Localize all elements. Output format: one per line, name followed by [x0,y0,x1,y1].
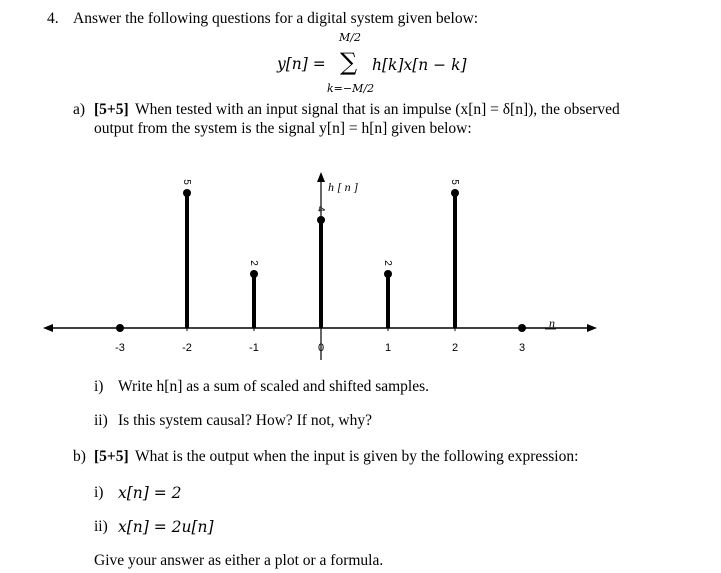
y-axis-title: h [ n ] [328,180,359,194]
stem-marker [183,189,191,197]
stem-marker [250,270,258,278]
x-axis-right-arrow [587,324,597,332]
x-tick-label: 1 [384,342,392,354]
question-intro: Answer the following questions for a digital system given below: [73,10,479,27]
equation-lhs: y[n] = [277,55,326,73]
x-tick-label: 2 [451,342,459,354]
y-axis-arrow [317,172,325,182]
sum-symbol: ∑ [340,48,358,76]
part-a-line2: output from the system is the signal y[n] = h[n] given below: [94,120,472,137]
part-a-sub-i-text: Write h[n] as a sum of scaled and shifted samples. [118,378,430,395]
stem-marker [116,324,124,332]
x-tick-label: -1 [249,342,259,354]
part-b-label: b) [73,448,86,465]
stem-marker [451,189,459,197]
stem-value-label: 5 [181,179,192,185]
stem-value-label: 5 [449,179,460,185]
question-number: 4. [47,10,59,27]
part-a-sub-ii-text: Is this system causal? How? If not, why? [118,412,372,429]
part-a-line1: When tested with an input signal that is an impulse (x[n] = δ[n]), the observed [135,101,620,118]
x-tick-label: 3 [518,342,526,354]
part-b-text: What is the output when the input is given by the following expression: [135,448,579,465]
stem-marker [317,216,325,224]
part-b-sub-i-label: i) [94,484,104,501]
part-b-points: [5+5] [94,448,129,465]
sum-lower-limit: k=−M/2 [327,82,375,95]
stem-value-label: 4 [315,206,326,212]
part-a-sub-i-label: i) [94,378,104,395]
part-a-label: a) [73,101,86,118]
x-axis-title: n [549,316,555,330]
stem-marker [384,270,392,278]
part-a-points: [5+5] [94,101,129,118]
stem-value-label: 2 [248,260,259,266]
equation-body: h[k]x[n − k] [372,56,467,74]
part-a-sub-ii-label: ii) [94,412,108,429]
part-b-sub-ii-text: x[n] = 2u[n] [118,518,214,536]
x-axis-left-arrow [43,324,53,332]
x-tick-label: -3 [115,342,125,354]
stem-marker [518,324,526,332]
sum-upper-limit: M/2 [339,31,361,44]
part-b-closing: Give your answer as either a plot or a formula. [94,552,384,569]
x-tick-label: 0 [317,342,325,354]
part-b-sub-ii-label: ii) [94,518,108,535]
x-tick-label: -2 [182,342,192,354]
part-b-sub-i-text: x[n] = 2 [118,484,182,502]
stem-value-label: 2 [382,260,393,266]
